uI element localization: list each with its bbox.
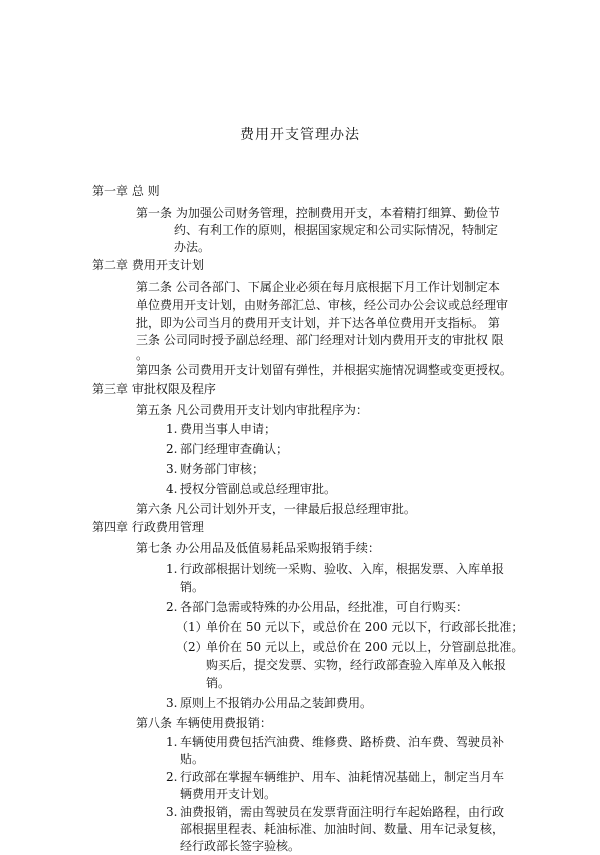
article-1-line: 办法。 <box>174 240 211 254</box>
sub-item-text: 单价在 50 元以下，或总价在 200 元以下，行政部长批准； <box>206 620 524 634</box>
article-3-line: 三条 公司同时授予副总经理、部门经理对计划内费用开支的审批权 限 <box>136 333 504 347</box>
list-item-text: 授权分管副总或总经理审批。 <box>180 482 337 496</box>
list-item-text: 经行政部长签字验核。 <box>180 839 301 853</box>
article-1-line: 约、有利工作的原则，根据国家规定和公司实际情况，特制定 <box>174 223 499 237</box>
list-item-text: 销。 <box>180 580 205 594</box>
list-item-number: 3. <box>166 462 178 476</box>
article-7-line: 第七条 办公用品及低值易耗品采购报销手续： <box>136 541 380 555</box>
list-item-text: 财务部门审核； <box>180 462 265 476</box>
article-2-line: 第二条 公司各部门、下属企业必须在每月底根据下月工作计划制定本 <box>136 280 500 294</box>
list-item-text: 各部门急需或特殊的办公用品，经批准，可自行购买： <box>180 600 469 614</box>
chapter-1-heading: 第一章 总 则 <box>92 184 160 198</box>
list-item-text: 辆费用开支计划。 <box>180 787 277 801</box>
list-item-number: 1. <box>166 562 178 576</box>
list-item-number: 3. <box>166 696 178 710</box>
list-item-number: 2. <box>166 442 178 456</box>
list-item-number: 1. <box>166 735 178 749</box>
list-item-number: 1. <box>166 422 178 436</box>
list-item-number: 4. <box>166 482 178 496</box>
list-item-text: 费用当事人申请； <box>180 422 277 436</box>
article-1-line: 第一条 为加强公司财务管理，控制费用开支，本着精打细算、勤俭节 <box>136 206 500 220</box>
article-8-line: 第八条 车辆使用费报销： <box>136 716 272 730</box>
list-item-number: 2. <box>166 770 178 784</box>
article-3-line: 。 <box>136 348 149 362</box>
list-item-number: 2. <box>166 600 178 614</box>
list-item-text: 车辆使用费包括汽油费、维修费、路桥费、泊车费、驾驶员补 <box>180 735 505 749</box>
sub-item-number: （2） <box>176 640 208 654</box>
article-4-line: 第四条 公司费用开支计划留有弹性，并根据实施情况调整或变更授权。 <box>136 363 512 377</box>
article-2-line: 批，即为公司当月的费用开支计划，并下达各单位费用开支指标。 第 <box>136 316 500 330</box>
list-item-text: 部根据里程表、耗油标准、加油时间、数量、用车记录复核， <box>180 822 505 836</box>
list-item-text: 原则上不报销办公用品之装卸费用。 <box>180 696 373 710</box>
document-title: 费用开支管理办法 <box>240 127 360 143</box>
list-item-text: 行政部根据计划统一采购、验收、入库，根据发票、入库单报 <box>180 562 505 576</box>
sub-item-text: 单价在 50 元以上，或总价在 200 元以上，分管副总批准。 <box>206 640 524 654</box>
list-item-text: 行政部在掌握车辆维护、用车、油耗情况基础上，制定当月车 <box>180 770 505 784</box>
article-6-line: 第六条 凡公司计划外开支，一律最后报总经理审批。 <box>136 502 416 516</box>
chapter-4-heading: 第四章 行政费用管理 <box>92 520 204 534</box>
article-2-line: 单位费用开支计划，由财务部汇总、审核，经公司办公会议或总经理审 <box>136 298 509 312</box>
list-item-text: 贴。 <box>180 752 205 766</box>
list-item-number: 3. <box>166 805 178 819</box>
sub-item-text: 购买后，提交发票、实物，经行政部查验入库单及入帐报 <box>206 658 507 672</box>
list-item-text: 油费报销，需由驾驶员在发票背面注明行车起始路程，由行政 <box>180 805 505 819</box>
chapter-3-heading: 第三章 审批权限及程序 <box>92 382 216 396</box>
chapter-2-heading: 第二章 费用开支计划 <box>92 258 204 272</box>
sub-item-number: （1） <box>176 620 208 634</box>
article-5-line: 第五条 凡公司费用开支计划内审批程序为： <box>136 403 368 417</box>
list-item-text: 部门经理审查确认； <box>180 442 289 456</box>
sub-item-text: 销。 <box>206 676 231 690</box>
